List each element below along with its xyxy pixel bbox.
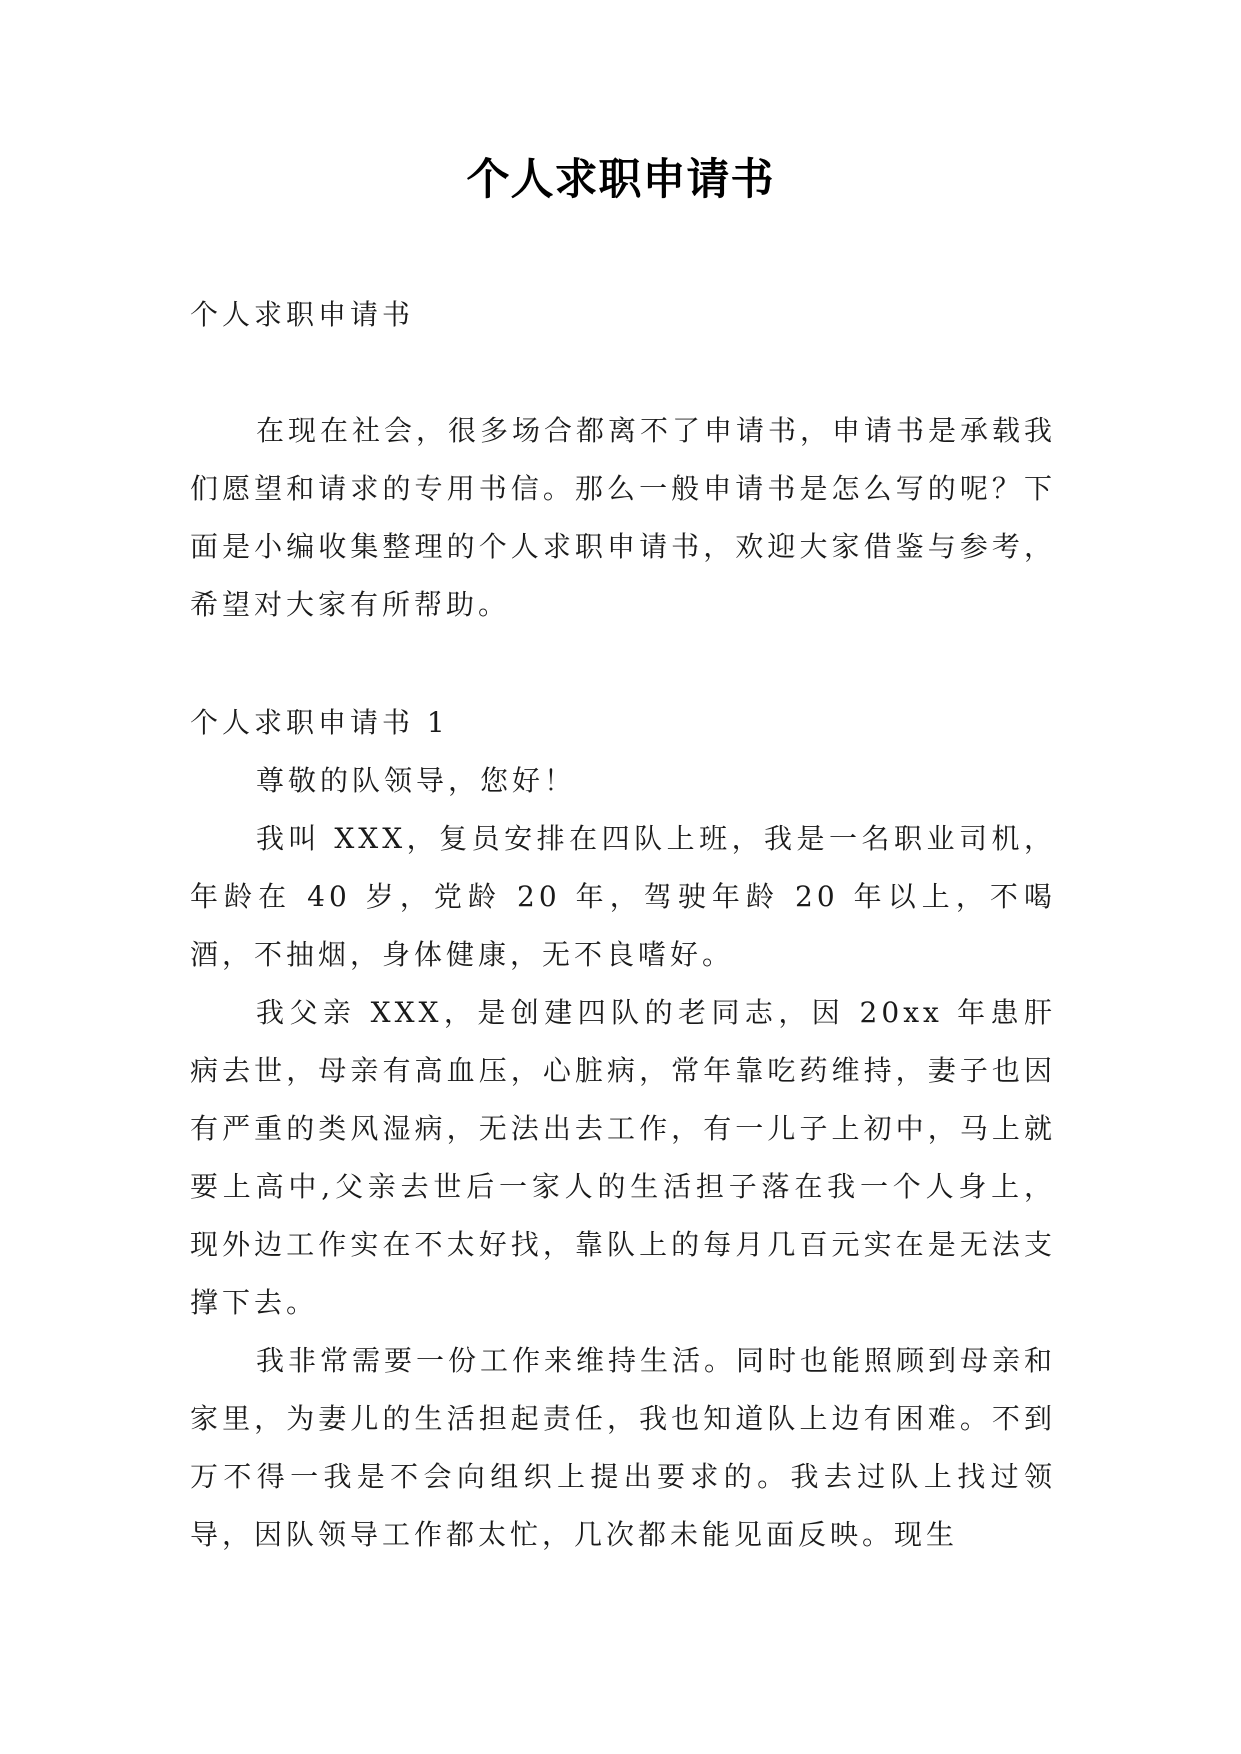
document-subtitle: 个人求职申请书	[190, 298, 415, 331]
body-paragraph-1: 我叫 XXX，复员安排在四队上班，我是一名职业司机，年龄在 40 岁，党龄 20 年，驾驶年龄 20 年以上，不喝酒，不抽烟，身体健康，无不良嗜好。	[190, 822, 1056, 971]
body-paragraph-2: 我父亲 XXX，是创建四队的老同志，因 20xx 年患肝病去世，母亲有高血压，心脏病，常年靠吃药维持，妻子也因有严重的类风湿病，无法出去工作，有一儿子上初中，马上就要上高中,父亲去世后一家人的生活担子落在我一个人身上，现外边工作实在不太好找，靠队上的每月几百元实在是无法支撑下去。	[190, 996, 1056, 1319]
intro-paragraph: 在现在社会，很多场合都离不了申请书，申请书是承载我们愿望和请求的专用书信。那么一般申请书是怎么写的呢？下面是小编收集整理的个人求职申请书，欢迎大家借鉴与参考，希望对大家有所帮助。	[190, 414, 1057, 621]
section-heading: 个人求职申请书 1	[190, 706, 449, 739]
body-paragraph-3: 我非常需要一份工作来维持生活。同时也能照顾到母亲和家里，为妻儿的生活担起责任，我也知道队上边有困难。不到万不得一我是不会向组织上提出要求的。我去过队上找过领导，因队领导工作都太忙，几次都未能见面反映。现生	[190, 1344, 1057, 1551]
document-title: 个人求职申请书	[466, 155, 775, 205]
greeting-line: 尊敬的队领导，您好！	[256, 764, 577, 797]
letter-body	[190, 752, 1056, 1564]
